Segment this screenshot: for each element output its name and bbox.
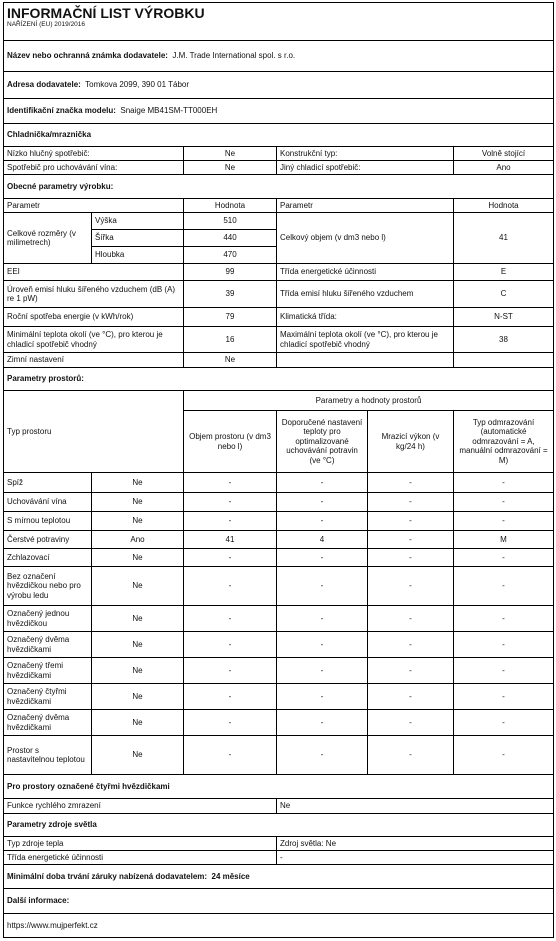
compartment-present: Ano xyxy=(92,531,184,549)
compartment-freeze: - xyxy=(368,710,454,736)
compartment-name: Čerstvé potraviny xyxy=(4,531,92,549)
compartment-defrost: - xyxy=(454,493,554,512)
compartment-freeze: - xyxy=(368,493,454,512)
compartment-name: Označený čtyřmi hvězdičkami xyxy=(4,684,92,710)
fridge-section-heading: Chladnička/mraznička xyxy=(4,124,554,147)
warranty-row xyxy=(4,865,554,889)
col-defrost-header: Typ odmrazování (automatické odmrazování = A, manuální odmrazování = M) xyxy=(454,411,554,473)
table-row xyxy=(4,658,554,684)
compartment-freeze: - xyxy=(368,549,454,567)
noise-class-value: C xyxy=(454,281,554,308)
compartment-present: Ne xyxy=(92,658,184,684)
volume-value: 41 xyxy=(454,213,554,264)
col-freeze-header: Mrazicí výkon (v kg/24 h) xyxy=(368,411,454,473)
supplier-label: Název nebo ochranná známka dodavatele: xyxy=(7,51,168,61)
compartment-temp: - xyxy=(277,658,368,684)
warranty-label: Minimální doba trvání záruky nabízená dodavatelem: xyxy=(7,871,208,881)
compartment-volume: - xyxy=(184,684,277,710)
light-class-value: - xyxy=(277,851,554,865)
compartment-freeze: - xyxy=(368,531,454,549)
compartment-freeze: - xyxy=(368,606,454,632)
compartment-params-header: Parametry a hodnoty prostorů xyxy=(184,391,554,411)
noise-label: Úroveň emisí hluku šířeného vzduchem (dB (A) re 1 pW) xyxy=(4,281,184,308)
table-row xyxy=(4,567,554,606)
min-temp-value: 16 xyxy=(184,327,277,353)
compartment-temp: - xyxy=(277,684,368,710)
eei-row xyxy=(4,264,554,281)
compartment-defrost: - xyxy=(454,512,554,531)
compartment-defrost: - xyxy=(454,473,554,493)
wine-label: Spotřebič pro uchovávání vína: xyxy=(4,161,184,175)
value-header-right: Hodnota xyxy=(454,199,554,213)
width-value: 440 xyxy=(184,230,277,247)
compartment-defrost: - xyxy=(454,684,554,710)
compartment-volume: - xyxy=(184,658,277,684)
compartment-temp: - xyxy=(277,473,368,493)
table-row xyxy=(4,736,554,775)
height-row xyxy=(4,213,554,230)
height-value: 510 xyxy=(184,213,277,230)
min-temp-label: Minimální teplota okolí (ve °C), pro kterou je chladicí spotřebič vhodný xyxy=(4,327,184,353)
compartment-name: Zchlazovací xyxy=(4,549,92,567)
compartment-freeze: - xyxy=(368,473,454,493)
sheet-title: INFORMAČNÍ LIST VÝROBKU xyxy=(7,5,205,21)
compartment-freeze: - xyxy=(368,632,454,658)
width-label: Šířka xyxy=(92,230,184,247)
compartment-present: Ne xyxy=(92,632,184,658)
winter-row xyxy=(4,353,554,368)
light-type-row xyxy=(4,837,554,851)
compartment-defrost: - xyxy=(454,736,554,775)
construction-value: Volně stojící xyxy=(454,147,554,161)
annual-consumption-row xyxy=(4,308,554,327)
compartment-freeze: - xyxy=(368,684,454,710)
construction-label: Konstrukční typ: xyxy=(277,147,454,161)
compartment-name: S mírnou teplotou xyxy=(4,512,92,531)
compartment-volume: - xyxy=(184,710,277,736)
energy-class-value: E xyxy=(454,264,554,281)
compartment-temp: - xyxy=(277,710,368,736)
compartments-section-heading: Parametry prostorů: xyxy=(4,368,554,391)
model-label: Identifikační značka modelu: xyxy=(7,106,116,116)
model-value: Snaige MB41SM-TT000EH xyxy=(120,106,218,116)
compartment-name: Označený dvěma hvězdičkami xyxy=(4,632,92,658)
compartment-name: Prostor s nastavitelnou teplotou xyxy=(4,736,92,775)
quick-freeze-label: Funkce rychlého zmrazení xyxy=(4,799,277,814)
light-class-label: Třída energetické účinnosti xyxy=(4,851,277,865)
address-label: Adresa dodavatele: xyxy=(7,80,81,90)
table-row xyxy=(4,684,554,710)
other-cooling-label: Jiný chladicí spotřebič: xyxy=(277,161,454,175)
noise-value: 39 xyxy=(184,281,277,308)
general-section-heading: Obecné parametry výrobku: xyxy=(4,175,554,199)
compartment-volume: - xyxy=(184,493,277,512)
value-header-left: Hodnota xyxy=(184,199,277,213)
compartment-defrost: - xyxy=(454,567,554,606)
compartment-present: Ne xyxy=(92,493,184,512)
address-row xyxy=(4,72,554,99)
regulation-reference: NAŘÍZENÍ (EU) 2019/2016 xyxy=(7,21,86,28)
low-noise-label: Nízko hlučný spotřebič: xyxy=(4,147,184,161)
compartment-temp: 4 xyxy=(277,531,368,549)
compartment-temp: - xyxy=(277,736,368,775)
table-row xyxy=(4,710,554,736)
compartment-present: Ne xyxy=(92,549,184,567)
climate-value: N-ST xyxy=(454,308,554,327)
col-temp-header: Doporučené nastavení teploty pro optimalizované uchovávání potravin (ve °C) xyxy=(277,411,368,473)
height-label: Výška xyxy=(92,213,184,230)
volume-label: Celkový objem (v dm3 nebo l) xyxy=(277,213,454,264)
compartment-freeze: - xyxy=(368,658,454,684)
light-class-row xyxy=(4,851,554,865)
compartment-present: Ne xyxy=(92,606,184,632)
product-information-sheet xyxy=(3,2,553,938)
compartment-volume: - xyxy=(184,549,277,567)
winter-value: Ne xyxy=(184,353,277,368)
table-row xyxy=(4,493,554,512)
compartment-defrost: - xyxy=(454,710,554,736)
fridge-row-1 xyxy=(4,147,554,161)
warranty-value: 24 měsíce xyxy=(211,871,250,881)
max-temp-label: Maximální teplota okolí (ve °C), pro kterou je chladicí spotřebič vhodný xyxy=(277,327,454,353)
compartment-type-header: Typ prostoru xyxy=(4,391,184,473)
table-row xyxy=(4,531,554,549)
info-sheet-table xyxy=(3,2,554,938)
compartment-defrost: - xyxy=(454,606,554,632)
depth-value: 470 xyxy=(184,247,277,264)
compartment-name: Spíž xyxy=(4,473,92,493)
compartment-volume: - xyxy=(184,736,277,775)
compartment-freeze: - xyxy=(368,567,454,606)
col-volume-header: Objem prostoru (v dm3 nebo l) xyxy=(184,411,277,473)
fridge-row-2 xyxy=(4,161,554,175)
model-row xyxy=(4,99,554,124)
annual-value: 79 xyxy=(184,308,277,327)
compartment-volume: - xyxy=(184,512,277,531)
compartment-name: Bez označení hvězdičkou nebo pro výrobu ledu xyxy=(4,567,92,606)
energy-class-label: Třída energetické účinnosti xyxy=(277,264,454,281)
address-value: Tomkova 2099, 390 01 Tábor xyxy=(85,80,190,90)
compartment-temp: - xyxy=(277,549,368,567)
url-row xyxy=(4,914,554,938)
table-row xyxy=(4,473,554,493)
supplier-row xyxy=(4,41,554,72)
compartment-volume: - xyxy=(184,632,277,658)
quick-freeze-value: Ne xyxy=(277,799,554,814)
compartment-volume: - xyxy=(184,606,277,632)
table-row xyxy=(4,606,554,632)
param-header-left: Parametr xyxy=(4,199,184,213)
table-row xyxy=(4,632,554,658)
noise-class-label: Třída emisí hluku šířeného vzduchem xyxy=(277,281,454,308)
compartment-temp: - xyxy=(277,493,368,512)
compartment-temp: - xyxy=(277,512,368,531)
compartment-present: Ne xyxy=(92,736,184,775)
param-header-right: Parametr xyxy=(277,199,454,213)
annual-label: Roční spotřeba energie (v kWh/rok) xyxy=(4,308,184,327)
max-temp-value: 38 xyxy=(454,327,554,353)
low-noise-value: Ne xyxy=(184,147,277,161)
compartment-present: Ne xyxy=(92,512,184,531)
compartment-volume: - xyxy=(184,567,277,606)
compartment-name: Uchovávání vína xyxy=(4,493,92,512)
table-row xyxy=(4,512,554,531)
table-row xyxy=(4,549,554,567)
compartment-defrost: - xyxy=(454,549,554,567)
compartment-name: Označený dvěma hvězdičkami xyxy=(4,710,92,736)
compartment-present: Ne xyxy=(92,710,184,736)
compartment-present: Ne xyxy=(92,473,184,493)
eei-label: EEI xyxy=(4,264,184,281)
compartment-freeze: - xyxy=(368,512,454,531)
more-info-section-heading: Další informace: xyxy=(4,889,554,914)
compartment-defrost: M xyxy=(454,531,554,549)
compartment-defrost: - xyxy=(454,632,554,658)
dimensions-label: Celkové rozměry (v milimetrech) xyxy=(4,213,92,264)
compartments-group-header-row xyxy=(4,391,554,411)
four-star-section-heading: Pro prostory označené čtyřmi hvězdičkami xyxy=(4,775,554,799)
compartment-volume: 41 xyxy=(184,531,277,549)
ambient-temp-row xyxy=(4,327,554,353)
compartment-temp: - xyxy=(277,632,368,658)
compartment-present: Ne xyxy=(92,684,184,710)
compartment-volume: - xyxy=(184,473,277,493)
winter-label: Zimní nastavení xyxy=(4,353,184,368)
supplier-value: J.M. Trade International spol. s r.o. xyxy=(172,51,296,61)
climate-label: Klimatická třída: xyxy=(277,308,454,327)
website-link[interactable]: https://www.mujperfekt.cz xyxy=(4,914,554,938)
wine-value: Ne xyxy=(184,161,277,175)
eei-value: 99 xyxy=(184,264,277,281)
compartment-defrost: - xyxy=(454,658,554,684)
compartment-temp: - xyxy=(277,606,368,632)
compartment-name: Označený třemi hvězdičkami xyxy=(4,658,92,684)
compartment-freeze: - xyxy=(368,736,454,775)
other-cooling-value: Ano xyxy=(454,161,554,175)
quick-freeze-row xyxy=(4,799,554,814)
compartment-present: Ne xyxy=(92,567,184,606)
light-source-value: Zdroj světla: Ne xyxy=(277,837,554,851)
depth-label: Hloubka xyxy=(92,247,184,264)
light-section-heading: Parametry zdroje světla xyxy=(4,814,554,837)
noise-row xyxy=(4,281,554,308)
compartment-temp: - xyxy=(277,567,368,606)
general-header-row xyxy=(4,199,554,213)
sheet-header xyxy=(4,3,554,41)
light-type-label: Typ zdroje tepla xyxy=(4,837,277,851)
compartment-name: Označený jednou hvězdičkou xyxy=(4,606,92,632)
